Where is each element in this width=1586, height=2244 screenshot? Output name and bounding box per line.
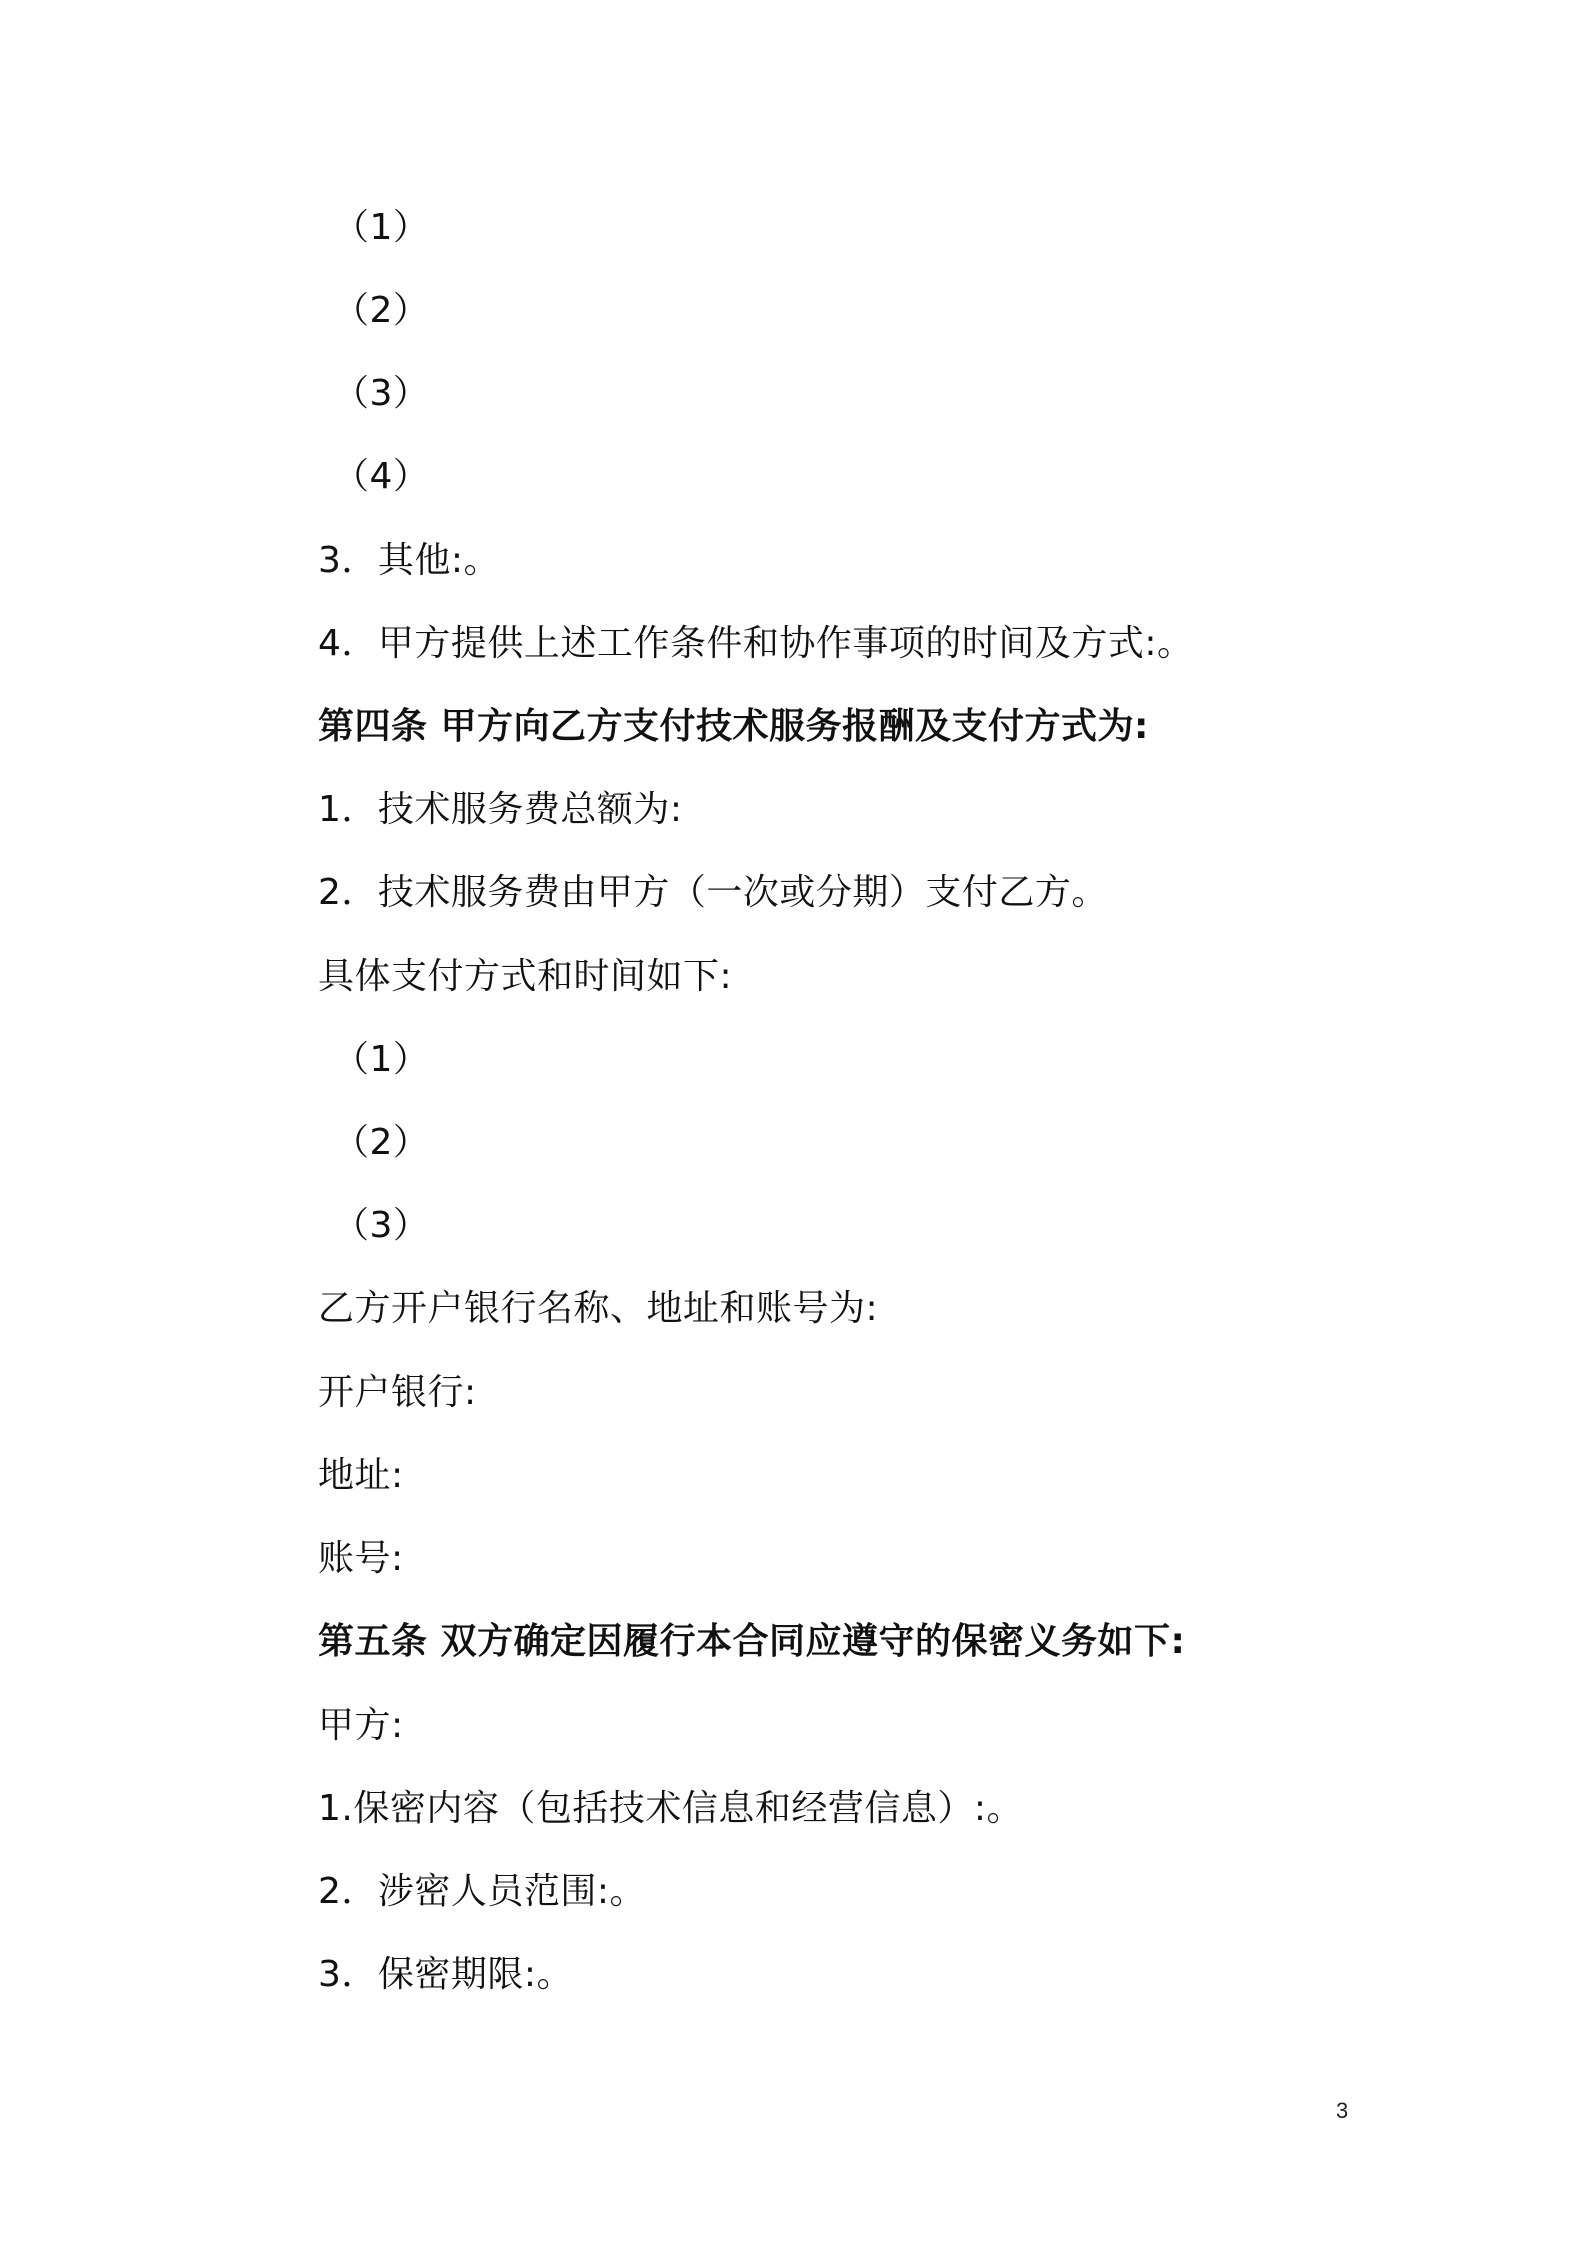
party-a-label: 甲方: (318, 1705, 404, 1746)
bank-account-label: 账号: (318, 1538, 404, 1579)
payment-clause-item-3: （3） (333, 373, 430, 414)
work-conditions-time-line: 4．甲方提供上述工作条件和协作事项的时间及方式:。 (318, 623, 1194, 664)
article-five-heading: 第五条 双方确定因履行本合同应遵守的保密义务如下: (318, 1621, 1186, 1662)
payment-clause-item-4: （4） (333, 456, 430, 497)
payment-clause-item-1: （1） (333, 207, 430, 248)
confidential-period-line: 3．保密期限:。 (318, 1954, 574, 1995)
confidential-personnel-line: 2．涉密人员范围:。 (318, 1871, 647, 1912)
payment-method-item-3: （3） (333, 1205, 430, 1246)
payment-clause-item-2: （2） (333, 290, 430, 331)
page-number: 3 (1336, 2098, 1349, 2123)
service-fee-total-line: 1．技术服务费总额为: (318, 789, 683, 830)
payment-method-intro: 具体支付方式和时间如下: (318, 956, 733, 997)
other-conditions-line: 3．其他:。 (318, 540, 501, 581)
payment-method-item-1: （1） (333, 1039, 430, 1080)
bank-info-intro: 乙方开户银行名称、地址和账号为: (318, 1288, 879, 1329)
service-fee-payment-line: 2．技术服务费由甲方（一次或分期）支付乙方。 (318, 872, 1108, 913)
article-four-heading: 第四条 甲方向乙方支付技术服务报酬及支付方式为: (318, 706, 1149, 747)
bank-address-label: 地址: (318, 1455, 404, 1496)
payment-method-item-2: （2） (333, 1122, 430, 1163)
confidential-content-line: 1.保密内容（包括技术信息和经营信息）:。 (318, 1788, 1023, 1829)
bank-name-label: 开户银行: (318, 1372, 477, 1413)
